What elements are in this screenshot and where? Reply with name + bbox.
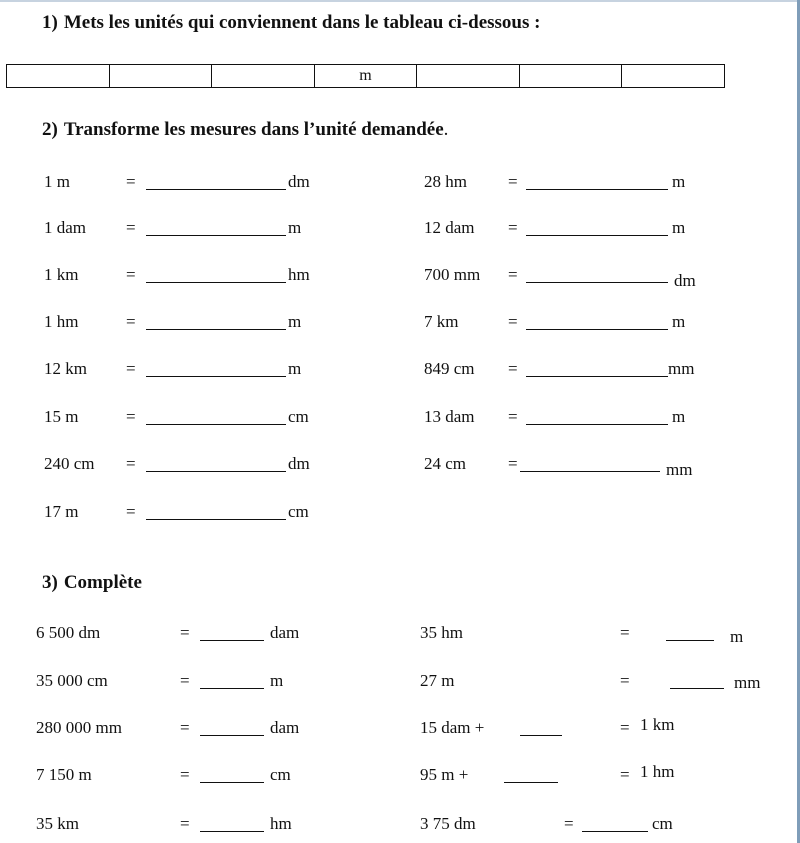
target-unit: cm xyxy=(288,407,309,426)
conversion-right-row xyxy=(0,263,800,290)
equals-sign: = xyxy=(508,407,518,426)
measure-value: 280 000 mm xyxy=(36,718,122,737)
units-table-cell[interactable] xyxy=(417,65,520,87)
target-unit: m xyxy=(288,312,302,331)
measure-value: 1 hm xyxy=(44,312,79,331)
complete-right-row xyxy=(0,621,800,645)
measure-value: 3 75 dm xyxy=(420,814,476,833)
measure-value: 95 m + xyxy=(420,765,469,784)
measure-value: 240 cm xyxy=(44,454,95,473)
answer-blank[interactable] xyxy=(666,640,714,641)
section-1-number: 1) xyxy=(42,12,58,33)
section-3-number: 3) xyxy=(42,572,58,593)
units-table-cell[interactable] xyxy=(7,65,110,87)
equals-sign: = xyxy=(126,218,136,237)
complete-right-row xyxy=(0,763,800,787)
answer-blank[interactable] xyxy=(520,471,660,472)
target-unit: dm xyxy=(288,454,310,473)
answer-blank[interactable] xyxy=(520,735,562,736)
section-2-title-period: . xyxy=(443,119,449,140)
complete-right-row xyxy=(0,716,800,740)
measure-value: 35 km xyxy=(36,814,79,833)
target-unit: mm xyxy=(668,359,695,378)
conversion-left-row xyxy=(0,500,800,524)
target-result: 1 hm xyxy=(640,762,675,781)
answer-blank[interactable] xyxy=(670,688,724,689)
target-unit: cm xyxy=(288,502,309,521)
units-table-cell[interactable] xyxy=(110,65,213,87)
measure-value: 35 hm xyxy=(420,623,463,642)
equals-sign: = xyxy=(620,671,630,690)
target-unit: m xyxy=(288,359,302,378)
section-3-heading xyxy=(42,572,142,594)
equals-sign: = xyxy=(620,623,630,642)
equals-sign: = xyxy=(508,359,518,378)
target-unit: m xyxy=(288,218,302,237)
equals-sign: = xyxy=(508,265,518,284)
equals-sign: = xyxy=(126,312,136,331)
units-table-cell-meter: m xyxy=(315,65,418,87)
target-unit: dm xyxy=(288,172,310,191)
window-top-border xyxy=(0,0,800,2)
complete-right-row xyxy=(0,669,800,693)
units-table xyxy=(6,64,725,88)
conversion-right-row xyxy=(0,216,800,240)
answer-blank[interactable] xyxy=(526,189,668,190)
equals-sign: = xyxy=(508,454,518,473)
measure-value: 24 cm xyxy=(424,454,467,473)
target-unit: hm xyxy=(270,814,292,833)
conversion-right-row xyxy=(0,310,800,334)
target-unit: m xyxy=(730,627,744,646)
answer-blank[interactable] xyxy=(582,831,648,832)
equals-sign: = xyxy=(180,671,190,690)
equals-sign: = xyxy=(564,814,574,833)
equals-sign: = xyxy=(508,218,518,237)
conversion-right-row xyxy=(0,170,800,194)
section-1-title: Mets les unités qui conviennent dans le tableau ci-dessous : xyxy=(63,12,541,33)
conversion-right-row xyxy=(0,405,800,429)
units-table-cell[interactable] xyxy=(212,65,315,87)
answer-blank[interactable] xyxy=(526,235,668,236)
target-unit: m xyxy=(672,218,686,237)
measure-value: 7 150 m xyxy=(36,765,92,784)
target-unit: cm xyxy=(270,765,291,784)
measure-value: 849 cm xyxy=(424,359,475,378)
target-result: 1 km xyxy=(640,715,675,734)
measure-value: 12 dam xyxy=(424,218,475,237)
target-unit: mm xyxy=(666,460,693,479)
answer-blank[interactable] xyxy=(526,376,668,377)
measure-value: 15 dam + xyxy=(420,718,485,737)
answer-blank[interactable] xyxy=(526,424,668,425)
answer-blank[interactable] xyxy=(146,519,286,520)
section-2-title: Transforme les mesures dans l’unité demandée xyxy=(63,119,444,140)
units-table-cell[interactable] xyxy=(520,65,623,87)
target-unit: dm xyxy=(674,271,696,290)
measure-value: 27 m xyxy=(420,671,455,690)
equals-sign: = xyxy=(180,765,190,784)
equals-sign: = xyxy=(180,814,190,833)
equals-sign: = xyxy=(126,359,136,378)
measure-value: 13 dam xyxy=(424,407,475,426)
measure-value: 35 000 cm xyxy=(36,671,108,690)
measure-value: 12 km xyxy=(44,359,87,378)
conversion-right-row xyxy=(0,357,800,381)
measure-value: 1 km xyxy=(44,265,79,284)
equals-sign: = xyxy=(180,623,190,642)
measure-value: 1 dam xyxy=(44,218,87,237)
answer-blank[interactable] xyxy=(526,282,668,283)
section-3-title: Complète xyxy=(63,572,142,593)
answer-blank[interactable] xyxy=(526,329,668,330)
equals-sign: = xyxy=(126,454,136,473)
measure-value: 15 m xyxy=(44,407,79,426)
section-2-number: 2) xyxy=(42,119,58,140)
target-unit: dam xyxy=(270,718,300,737)
equals-sign: = xyxy=(508,312,518,331)
section-1-heading xyxy=(42,12,540,34)
measure-value: 6 500 dm xyxy=(36,623,101,642)
target-unit: m xyxy=(270,671,284,690)
equals-sign: = xyxy=(508,172,518,191)
target-unit: m xyxy=(672,172,686,191)
equals-sign: = xyxy=(126,172,136,191)
target-unit: dam xyxy=(270,623,300,642)
equals-sign: = xyxy=(620,718,630,737)
complete-right-row xyxy=(0,812,800,836)
target-unit: m xyxy=(672,312,686,331)
answer-blank[interactable] xyxy=(504,782,558,783)
equals-sign: = xyxy=(180,718,190,737)
units-table-cell[interactable] xyxy=(622,65,724,87)
equals-sign: = xyxy=(126,407,136,426)
measure-value: 28 hm xyxy=(424,172,467,191)
measure-value: 700 mm xyxy=(424,265,481,284)
section-2-heading xyxy=(42,119,448,141)
target-unit: hm xyxy=(288,265,310,284)
equals-sign: = xyxy=(620,765,630,784)
measure-value: 7 km xyxy=(424,312,459,331)
equals-sign: = xyxy=(126,265,136,284)
equals-sign: = xyxy=(126,502,136,521)
measure-value: 17 m xyxy=(44,502,79,521)
conversion-right-row xyxy=(0,452,800,479)
target-unit: m xyxy=(672,407,686,426)
measure-value: 1 m xyxy=(44,172,70,191)
target-unit: cm xyxy=(652,814,673,833)
target-unit: mm xyxy=(734,673,761,692)
